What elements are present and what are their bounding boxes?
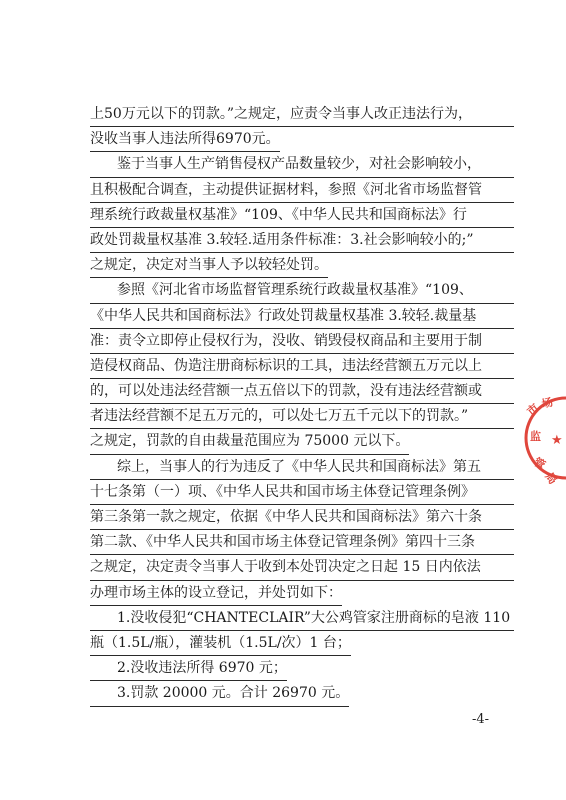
text-line: 瓶（1.5L/瓶），灌装机（1.5L/次）1 台； [90,631,351,656]
text-line: 准：责令立即停止侵权行为，没收、销毁侵权商品和主要用于制 [90,329,514,354]
page-number: -4- [472,712,490,727]
text-line: 理系统行政裁量权基准》“109、《中华人民共和国商标法》行 [90,203,514,228]
text-line: 参照《河北省市场监督管理系统行政裁量权基准》“109、 [90,278,514,303]
text-line: 政处罚裁量权基准 3.较轻.适用条件标准：3.社会影响较小的;” [90,228,514,253]
text-line: 3.罚款 20000 元。合计 26970 元。 [90,681,349,706]
text-line: 之规定，决定责令当事人于收到本处罚决定之日起 15 日内依法 [90,555,514,580]
seal-glyph: 场 [540,395,555,411]
official-seal-icon [521,378,566,498]
text-line: 之规定，决定对当事人予以较轻处罚。 [90,253,328,278]
seal-star-icon: ★ [551,433,563,448]
seal-glyph: 市 [524,401,542,419]
text-line: 2.没收违法所得 6970 元； [90,656,287,681]
text-line: 综上，当事人的行为违反了《中华人民共和国商标法》第五 [90,455,514,480]
text-line: 者违法经营额不足五万元的，可以处七万五千元以下的罚款。” [90,404,514,429]
text-line: 上50万元以下的罚款。”之规定，应责令当事人改正违法行为， [90,102,514,127]
text-line: 1.没收侵犯“CHANTECLAIR”大公鸡管家注册商标的皂液 110 [90,606,514,631]
seal-glyph: 局 [542,470,560,487]
text-line: 第三条第一款之规定，依据《中华人民共和国商标法》第六十条 [90,505,514,530]
seal-glyph: 管 [531,455,548,473]
text-line: 造侵权商品、伪造注册商标标识的工具，违法经营额五万元以上 [90,354,514,379]
text-line: 没收当事人违法所得6970元。 [90,127,280,152]
text-line: 的，可以处违法经营额一点五倍以下的罚款，没有违法经营额或 [90,379,514,404]
seal-glyph: 监 [530,430,541,443]
text-line: 鉴于当事人生产销售侵权产品数量较少，对社会影响较小， [90,152,514,177]
text-line: 之规定，罚款的自由裁量范围应为 75000 元以下。 [90,429,409,454]
text-line: 办理市场主体的设立登记，并处罚如下： [90,581,342,606]
text-line: 第二款、《中华人民共和国市场主体登记管理条例》第四十三条 [90,530,514,555]
document-body [90,102,514,707]
text-line: 且积极配合调查，主动提供证据材料，参照《河北省市场监督管 [90,178,514,203]
text-line: 《中华人民共和国商标法》行政处罚裁量权基准 3.较轻.裁量基 [90,304,514,329]
text-line: 十七条第（一）项、《中华人民共和国市场主体登记管理条例》 [90,480,514,505]
